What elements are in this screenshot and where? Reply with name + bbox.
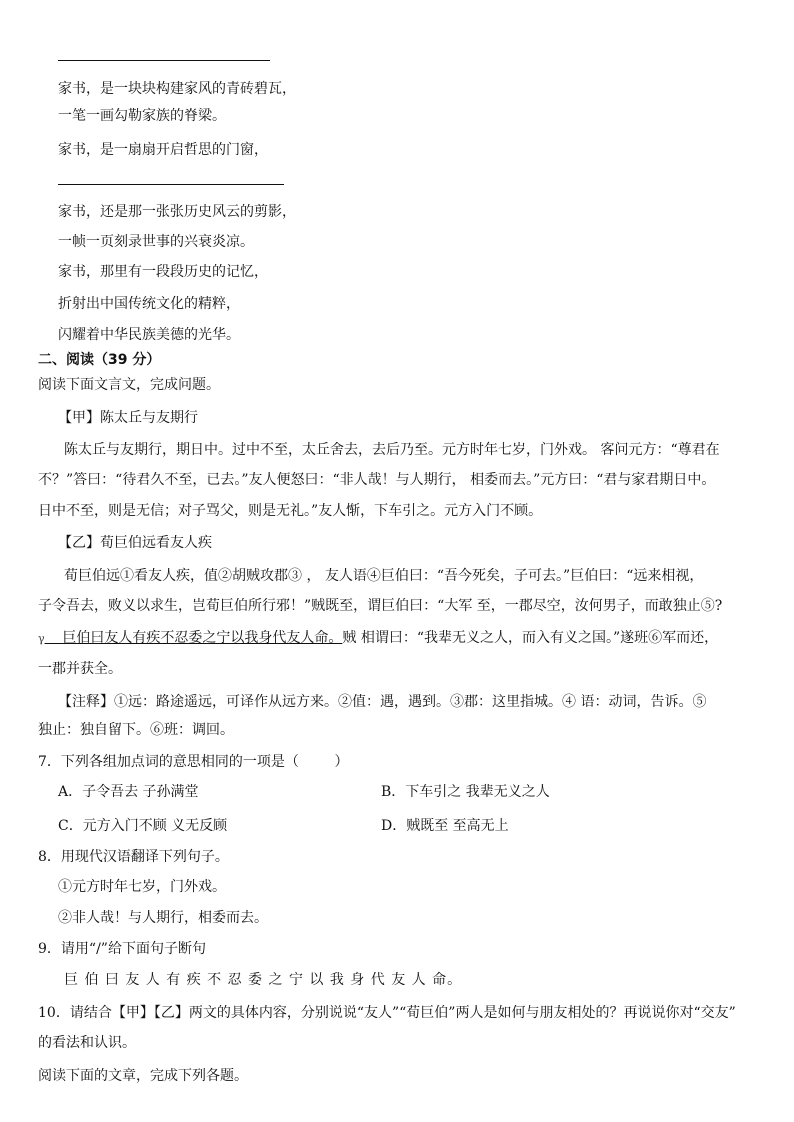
passage-yi-line-3-rest: 贼 相谓曰：“我辈无义之人，而入有义之国。”遂班⑥军而还， — [342, 630, 719, 646]
passage-jia-line-2: 不？”答曰：“待君久不至，已去。”友人便怒曰：“非人哉！与人期行， 相委而去。”元方曰：“君与家君期日中。 — [38, 472, 716, 488]
passage-yi-line-1: 荀巨伯远①看友人疾，值②胡贼攻郡③ ， 友人语④巨伯曰：“吾今死矣，子可去。”巨伯曰：“远来相视， — [64, 568, 704, 584]
annotation-line-1: 【注释】①远：路途遥远，可译作从远方来。②值：遇，遇到。③郡：这里指城。④ 语：动词，告诉。⑤ — [58, 694, 707, 710]
passage-yi-title: 【乙】荀巨伯远看友人疾 — [58, 535, 212, 551]
passage-jia-line-1: 陈太丘与友期行，期日中。过中不至，太丘舍去，去后乃至。元方时年七岁，门外戏。 客问元方：“尊君在 — [64, 442, 720, 458]
next-reading-intro: 阅读下面的文章，完成下列各题。 — [38, 1068, 248, 1084]
margin-mark: γ — [38, 632, 45, 645]
poem-line-1: 家书，是一块块构建家风的青砖碧瓦， — [58, 81, 296, 97]
question-8-stem: 8．用现代汉语翻译下列句子。 — [38, 849, 229, 865]
fill-blank-line-2[interactable] — [58, 184, 284, 185]
underlined-sentence: 巨伯曰友人有疾不忍委之宁以我身代友人命。 — [44, 630, 343, 646]
poem-line-8: 闪耀着中华民族美德的光华。 — [58, 327, 240, 343]
poem-line-7: 折射出中国传统文化的精粹， — [58, 296, 240, 312]
poem-line-6: 家书，那里有一段段历史的记忆， — [58, 264, 268, 280]
fill-blank-line-1[interactable] — [58, 60, 270, 61]
question-10-line-2: 的看法和认识。 — [38, 1035, 136, 1051]
question-8-sentence-1: ①元方时年七岁，门外戏。 — [58, 879, 226, 895]
poem-line-3: 家书，是一扇扇开启哲思的门窗， — [58, 142, 268, 158]
passage-jia-title: 【甲】陈太丘与友期行 — [58, 410, 198, 426]
passage-yi-line-2: 子令吾去，败义以求生，岂荀巨伯所行邪！”贼既至，谓巨伯曰：“大军 至，一郡尽空，汝何男子，而敢独止⑤? — [38, 598, 723, 614]
question-9-sentence: 巨 伯 曰 友 人 有 疾 不 忍 委 之 宁 以 我 身 代 友 人 命。 — [64, 972, 463, 988]
section-intro: 阅读下面文言文，完成问题。 — [38, 377, 220, 393]
poem-line-2: 一笔一画勾勒家族的脊梁。 — [58, 108, 226, 124]
question-9-stem: 9．请用“/”给下面句子断句 — [38, 941, 206, 957]
question-7-option-d[interactable]: D．贼既至 至高无上 — [381, 818, 509, 834]
question-10-line-1: 10．请结合【甲】【乙】两文的具体内容，分别说说“友人”“荀巨伯”两人是如何与朋友相处的？再说说你对“交友” — [38, 1005, 736, 1021]
question-7-stem: 7．下列各组加点词的意思相同的一项是（ ） — [38, 754, 349, 770]
question-7-option-b[interactable]: B．下车引之 我辈无义之人 — [381, 784, 550, 800]
annotation-line-2: 独止：独自留下。⑥班：调回。 — [38, 722, 234, 738]
question-8-sentence-2: ②非人哉！与人期行，相委而去。 — [58, 910, 268, 926]
passage-jia-line-3: 日中不至，则是无信；对子骂父，则是无礼。”友人惭，下车引之。元方入门不顾。 — [38, 503, 543, 519]
poem-line-4: 家书，还是那一张张历史风云的剪影， — [58, 204, 296, 220]
passage-yi-line-3 — [38, 628, 718, 649]
question-7-option-c[interactable]: C．元方入门不顾 义无反顾 — [58, 818, 228, 834]
poem-line-5: 一帧一页刻录世事的兴衰炎凉。 — [58, 234, 254, 250]
section-heading: 二、阅读（39 分） — [38, 352, 161, 368]
question-7-option-a[interactable]: A．子令吾去 子孙满堂 — [58, 784, 199, 800]
passage-yi-line-4: 一郡并获全。 — [38, 661, 122, 677]
